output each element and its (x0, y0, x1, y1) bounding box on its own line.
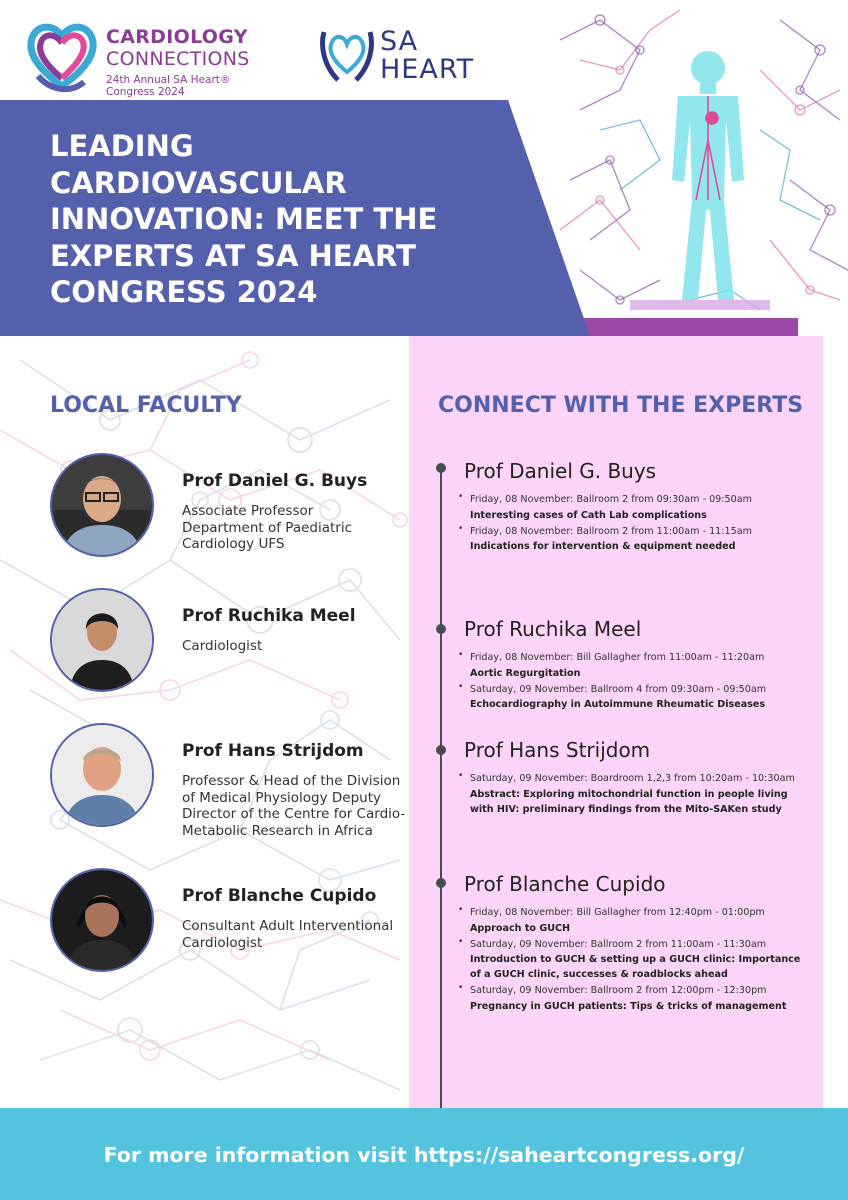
session-item (456, 683, 806, 713)
avatar (50, 453, 154, 557)
faculty-title: Consultant Adult Interventional Cardiologist (182, 918, 394, 951)
session-title: Aortic Regurgitation (470, 667, 581, 679)
session-title: Indications for intervention & equipment needed (470, 541, 736, 552)
faculty-title: Cardiologist (182, 638, 263, 654)
session-list (456, 493, 806, 556)
event-logo-tagline: 24th Annual SA Heart® Congress 2024 (106, 74, 231, 98)
session-title: Introduction to GUCH & setting up a GUCH clinic: Importance of a GUCH clinic, successes & roadblocks ahead (470, 954, 801, 980)
expert-name: Prof Daniel G. Buys (464, 459, 657, 483)
faculty-name: Prof Hans Strijdom (182, 741, 364, 761)
session-list (456, 906, 806, 1016)
portrait-photo (52, 590, 152, 690)
session-when: • Friday, 08 November: Ballroom 2 from 09:30am - 09:50am (470, 494, 752, 505)
avatar (50, 723, 154, 827)
session-item (456, 906, 806, 936)
local-faculty-heading: LOCAL FACULTY (50, 393, 242, 418)
session-title: Echocardiography in Autoimmune Rheumatic Diseases (470, 699, 766, 710)
avatar (50, 868, 154, 972)
session-title: Abstract: Exploring mitochondrial function in people living with HIV: preliminary findings from the Mito-SAKen study (470, 788, 788, 815)
session-when: • Friday, 08 November: Bill Gallagher from 11:00am - 11:20am (470, 652, 765, 663)
session-when: • Friday, 08 November: Bill Gallagher from 12:40pm - 01:00pm (470, 907, 765, 918)
org-logo-line1: SA (380, 26, 419, 57)
session-when: • Saturday, 09 November: Boardroom 1,2,3 from 10:20am - 10:30am (470, 773, 795, 784)
footer-link-text[interactable]: For more information visit https://saheartcongress.org/ (103, 1143, 745, 1167)
timeline-line (440, 466, 442, 1108)
expert-name: Prof Blanche Cupido (464, 872, 666, 896)
session-when: • Friday, 08 November: Ballroom 2 from 11:00am - 11:15am (470, 525, 752, 537)
avatar (50, 588, 154, 692)
connect-heading: CONNECT WITH THE EXPERTS (438, 393, 804, 418)
expert-name: Prof Hans Strijdom (464, 738, 651, 762)
faculty-title: Professor & Head of the Division of Medical Physiology Deputy Director of the Centre for Cardio-Metabolic Research in Africa (182, 773, 406, 839)
session-when: • Saturday, 09 November: Ballroom 2 from 12:00pm - 12:30pm (470, 985, 767, 996)
faculty-name: Prof Blanche Cupido (182, 886, 377, 906)
session-title: Pregnancy in GUCH patients: Tips & tricks of management (470, 1000, 787, 1012)
timeline-dot (436, 624, 446, 634)
event-logo-line2: CONNECTIONS (106, 48, 250, 70)
faculty-title: Associate Professor Department of Paediatric Cardiology UFS (182, 503, 353, 552)
session-item (456, 984, 806, 1014)
portrait-photo (52, 870, 152, 970)
portrait-photo (52, 455, 152, 555)
session-title: Interesting cases of Cath Lab complications (470, 509, 707, 521)
heart-ribbon-icon (24, 16, 100, 94)
timeline-dot (436, 463, 446, 473)
session-when: • Saturday, 09 November: Ballroom 4 from 09:30am - 09:50am (470, 683, 767, 695)
event-logo-line1: CARDIOLOGY (106, 26, 248, 48)
timeline-dot (436, 878, 446, 888)
expert-name: Prof Ruchika Meel (464, 617, 642, 641)
faculty-name: Prof Daniel G. Buys (182, 471, 368, 491)
faculty-name: Prof Ruchika Meel (182, 606, 356, 626)
session-item (456, 772, 806, 817)
org-logo-line2: HEART (380, 54, 475, 85)
sa-heart-logo (318, 20, 498, 86)
portrait-photo (52, 725, 152, 825)
session-item (456, 525, 806, 555)
timeline-dot (436, 745, 446, 755)
session-list (456, 772, 806, 819)
session-item (456, 651, 806, 681)
human-body-network-illustration (560, 0, 848, 330)
session-when: • Saturday, 09 November: Ballroom 2 from 11:00am - 11:30am (470, 938, 767, 950)
page-title: LEADING CARDIOVASCULAR INNOVATION: MEET THE EXPERTS AT SA HEART CONGRESS 2024 (50, 129, 438, 309)
session-item (456, 938, 806, 983)
sa-heart-mark-icon (318, 22, 376, 84)
session-item (456, 493, 806, 523)
session-title: Approach to GUCH (470, 922, 571, 934)
session-list (456, 651, 806, 714)
cardiology-connections-logo (24, 16, 274, 96)
